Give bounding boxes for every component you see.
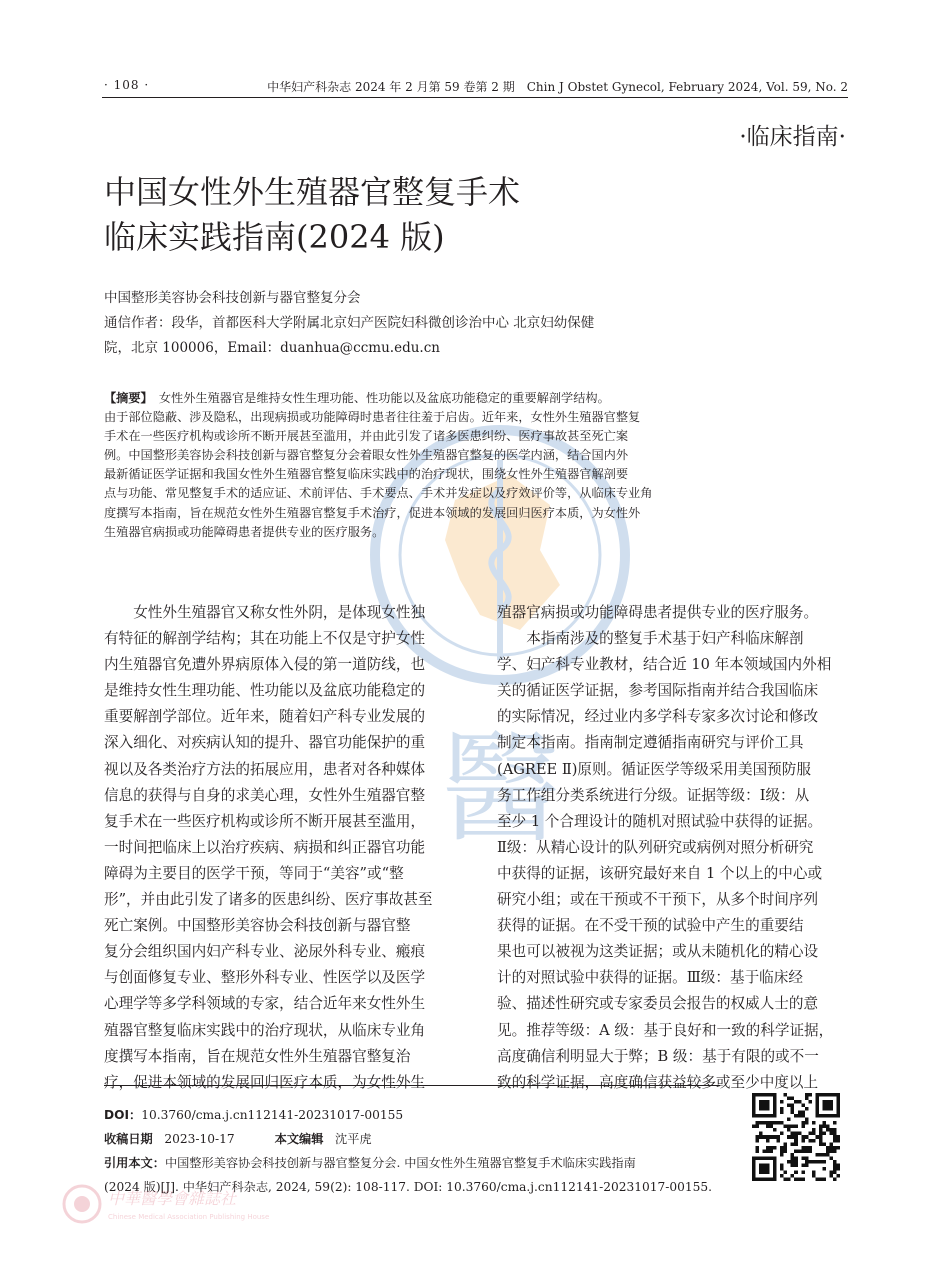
page-number: · 108 ·: [104, 78, 150, 92]
body-line: 关的循证医学证据，参考国际指南并结合我国临床: [497, 682, 819, 700]
body-column-right: [497, 600, 847, 1096]
body-line: 信息的获得与自身的求美心理，女性外生殖器官整: [104, 786, 426, 804]
abstract: [104, 389, 704, 542]
qr-code[interactable]: [752, 1093, 840, 1181]
article-title: [104, 170, 704, 260]
header-rule: [102, 97, 848, 98]
citation-label: 引用本文：: [104, 1156, 165, 1170]
body-line: Ⅱ级：从精心设计的队列研究或病例对照分析研究: [497, 838, 814, 856]
body-line: 计的对照试验中获得的证据。Ⅲ级：基于临床经: [497, 969, 803, 987]
doi-label: DOI：: [104, 1108, 142, 1122]
editor-name: 沈平虎: [335, 1132, 372, 1146]
body-line: 务工作组分类系统进行分级。证据等级：Ⅰ级：从: [497, 786, 810, 804]
publisher-logo-cn: 中華醫學會雜誌社: [108, 1189, 237, 1208]
body-line: 有特征的解剖学结构；其在功能上不仅是守护女性: [104, 630, 426, 648]
body-line: 至少 1 个合理设计的随机对照试验中获得的证据。: [497, 812, 823, 830]
body-line: 深入细化、对疾病认知的提升、器官功能保护的重: [104, 734, 426, 752]
body-line: 疗，促进本领域的发展回归医疗本质，为女性外生: [104, 1073, 426, 1091]
body-line: 形”，并由此引发了诸多的医患纠纷、医疗事故甚至: [104, 891, 433, 909]
abstract-line: 度撰写本指南，旨在规范女性外生殖器官整复手术治疗，促进本领域的发展回归医疗本质，为女性外: [104, 505, 641, 520]
body-line: 本指南涉及的整复手术基于妇产科临床解剖: [497, 630, 804, 648]
body-line: 与创面修复专业、整形外科专业、性医学以及医学: [104, 969, 426, 987]
body-line: 度撰写本指南，旨在规范女性外生殖器官整复治: [104, 1047, 411, 1065]
body-line: 重要解剖学部位。近年来，随着妇产科专业发展的: [104, 708, 426, 726]
body-line: 果也可以被视为这类证据；或从未随机化的精心设: [497, 943, 819, 961]
received-line: [104, 1127, 734, 1151]
body-line: 视以及各类治疗方法的拓展应用，患者对各种媒体: [104, 760, 426, 778]
title-line-2: 临床实践指南(2024 版): [104, 218, 445, 256]
body-line: 的实际情况，经过业内多学科专家多次讨论和修改: [497, 708, 819, 726]
body-line: 制定本指南。指南制定遵循指南研究与评价工具: [497, 734, 804, 752]
body-line: 是维持女性生理功能、性功能以及盆底功能稳定的: [104, 682, 426, 700]
publisher-logo: [60, 1182, 440, 1226]
body-line: (AGREE Ⅱ)原则。循证医学等级采用美国预防服: [497, 760, 811, 778]
doi-value[interactable]: 10.3760/cma.j.cn112141-20231017-00155: [141, 1108, 404, 1122]
journal-running-head: 中华妇产科杂志 2024 年 2 月第 59 卷第 2 期 Chin J Obstet Gynecol, February 2024, Vol. 59, No. 2: [267, 80, 848, 94]
body-line: 女性外生殖器官又称女性外阴，是体现女性独: [104, 604, 426, 621]
body-line: 获得的证据。在不受干预的试验中产生的重要结: [497, 917, 804, 935]
body-line: 一时间把临床上以治疗疾病、病损和纠正器官功能: [104, 838, 426, 856]
body-line: 殖器官病损或功能障碍患者提供专业的医疗服务。: [497, 604, 819, 621]
body-line: 复分会组织国内妇产科专业、泌尿外科专业、瘢痕: [104, 943, 426, 961]
footer-rule: [104, 1085, 720, 1086]
body-line: 障碍为主要目的医学干预，等同于“美容”或“整: [104, 864, 404, 882]
abstract-line: 【摘要】 女性外生殖器官是维持女性生理功能、性功能以及盆底功能稳定的重要解剖学结构。: [104, 391, 610, 405]
abstract-label: 【摘要】: [104, 391, 147, 405]
body-line: 验、描述性研究或专家委员会报告的权威人士的意: [497, 995, 819, 1013]
abstract-line: 由于部位隐蔽、涉及隐私，出现病损或功能障碍时患者往往羞于启齿。近年来，女性外生殖器官整复: [104, 410, 641, 425]
body-line: 研究小组；或在干预或不干预下，从多个时间序列: [497, 891, 819, 909]
received-label: 收稿日期: [104, 1132, 153, 1146]
body-line: 致的科学证据，高度确信获益较多或至少中度以上: [497, 1073, 819, 1091]
body-line: 学、妇产科专业教材，结合近 10 年本领域国内外相: [497, 656, 832, 674]
body-line: 心理学等多学科领域的专家，结合近年来女性外生: [104, 995, 426, 1013]
body-line: 高度确信利明显大于弊；B 级：基于有限的或不一: [497, 1047, 819, 1065]
body-line: 复手术在一些医疗机构或诊所不断开展甚至滥用，: [104, 812, 426, 830]
corresponding-author-line-2: 院，北京 100006，Email：duanhua@ccmu.edu.cn: [104, 340, 440, 356]
citation-line-2: (2024 版)[J]. 中华妇产科杂志, 2024, 59(2): 108-117. DOI: 10.3760/cma.j.cn112141-20231017-00155.: [104, 1180, 713, 1194]
author-block: [104, 286, 724, 361]
title-line-1: 中国女性外生殖器官整复手术: [104, 173, 521, 211]
doi-line: [104, 1103, 734, 1127]
editor-label: 本文编辑: [274, 1132, 324, 1146]
body-line: 见。推荐等级：A 级：基于良好和一致的科学证据，: [497, 1021, 834, 1039]
body-line: 中获得的证据，该研究最好来自 1 个以上的中心或: [497, 864, 823, 882]
author-organization: 中国整形美容协会科技创新与器官整复分会: [104, 290, 361, 306]
body-line: 内生殖器官免遭外界病原体入侵的第一道防线，也: [104, 656, 426, 674]
abstract-line: 手术在一些医疗机构或诊所不断开展甚至滥用，并由此引发了诸多医患纠纷、医疗事故甚至死亡案: [104, 429, 629, 444]
received-date: 2023-10-17: [164, 1132, 235, 1146]
body-column-left: [104, 600, 454, 1096]
abstract-line: 生殖器官病损或功能障碍患者提供专业的医疗服务。: [104, 524, 385, 539]
corresponding-author-line-1: 通信作者：段华，首都医科大学附属北京妇产医院妇科微创诊治中心 北京妇幼保健: [104, 315, 595, 331]
body-line: 死亡案例。中国整形美容协会科技创新与器官整: [104, 917, 411, 935]
section-tag: ·临床指南·: [739, 124, 846, 150]
abstract-line: 最新循证医学证据和我国女性外生殖器官整复临床实践中的治疗现状，围绕女性外生殖器官解剖要: [104, 467, 629, 482]
publisher-logo-en: Chinese Medical Association Publishing House: [108, 1213, 270, 1221]
svg-text:醫: 醫: [440, 720, 560, 840]
body-line: 殖器官整复临床实践中的治疗现状，从临床专业角: [104, 1021, 426, 1039]
abstract-line: 例。中国整形美容协会科技创新与器官整复分会着眼女性外生殖器官整复的医学内涵，结合国内外: [104, 448, 629, 463]
abstract-line: 点与功能、常见整复手术的适应证、术前评估、手术要点、手术并发症以及疗效评价等，从临床专业角: [104, 486, 653, 501]
citation-line-1: 引用本文：中国整形美容协会科技创新与器官整复分会. 中国女性外生殖器官整复手术临床实践指南: [104, 1156, 636, 1170]
